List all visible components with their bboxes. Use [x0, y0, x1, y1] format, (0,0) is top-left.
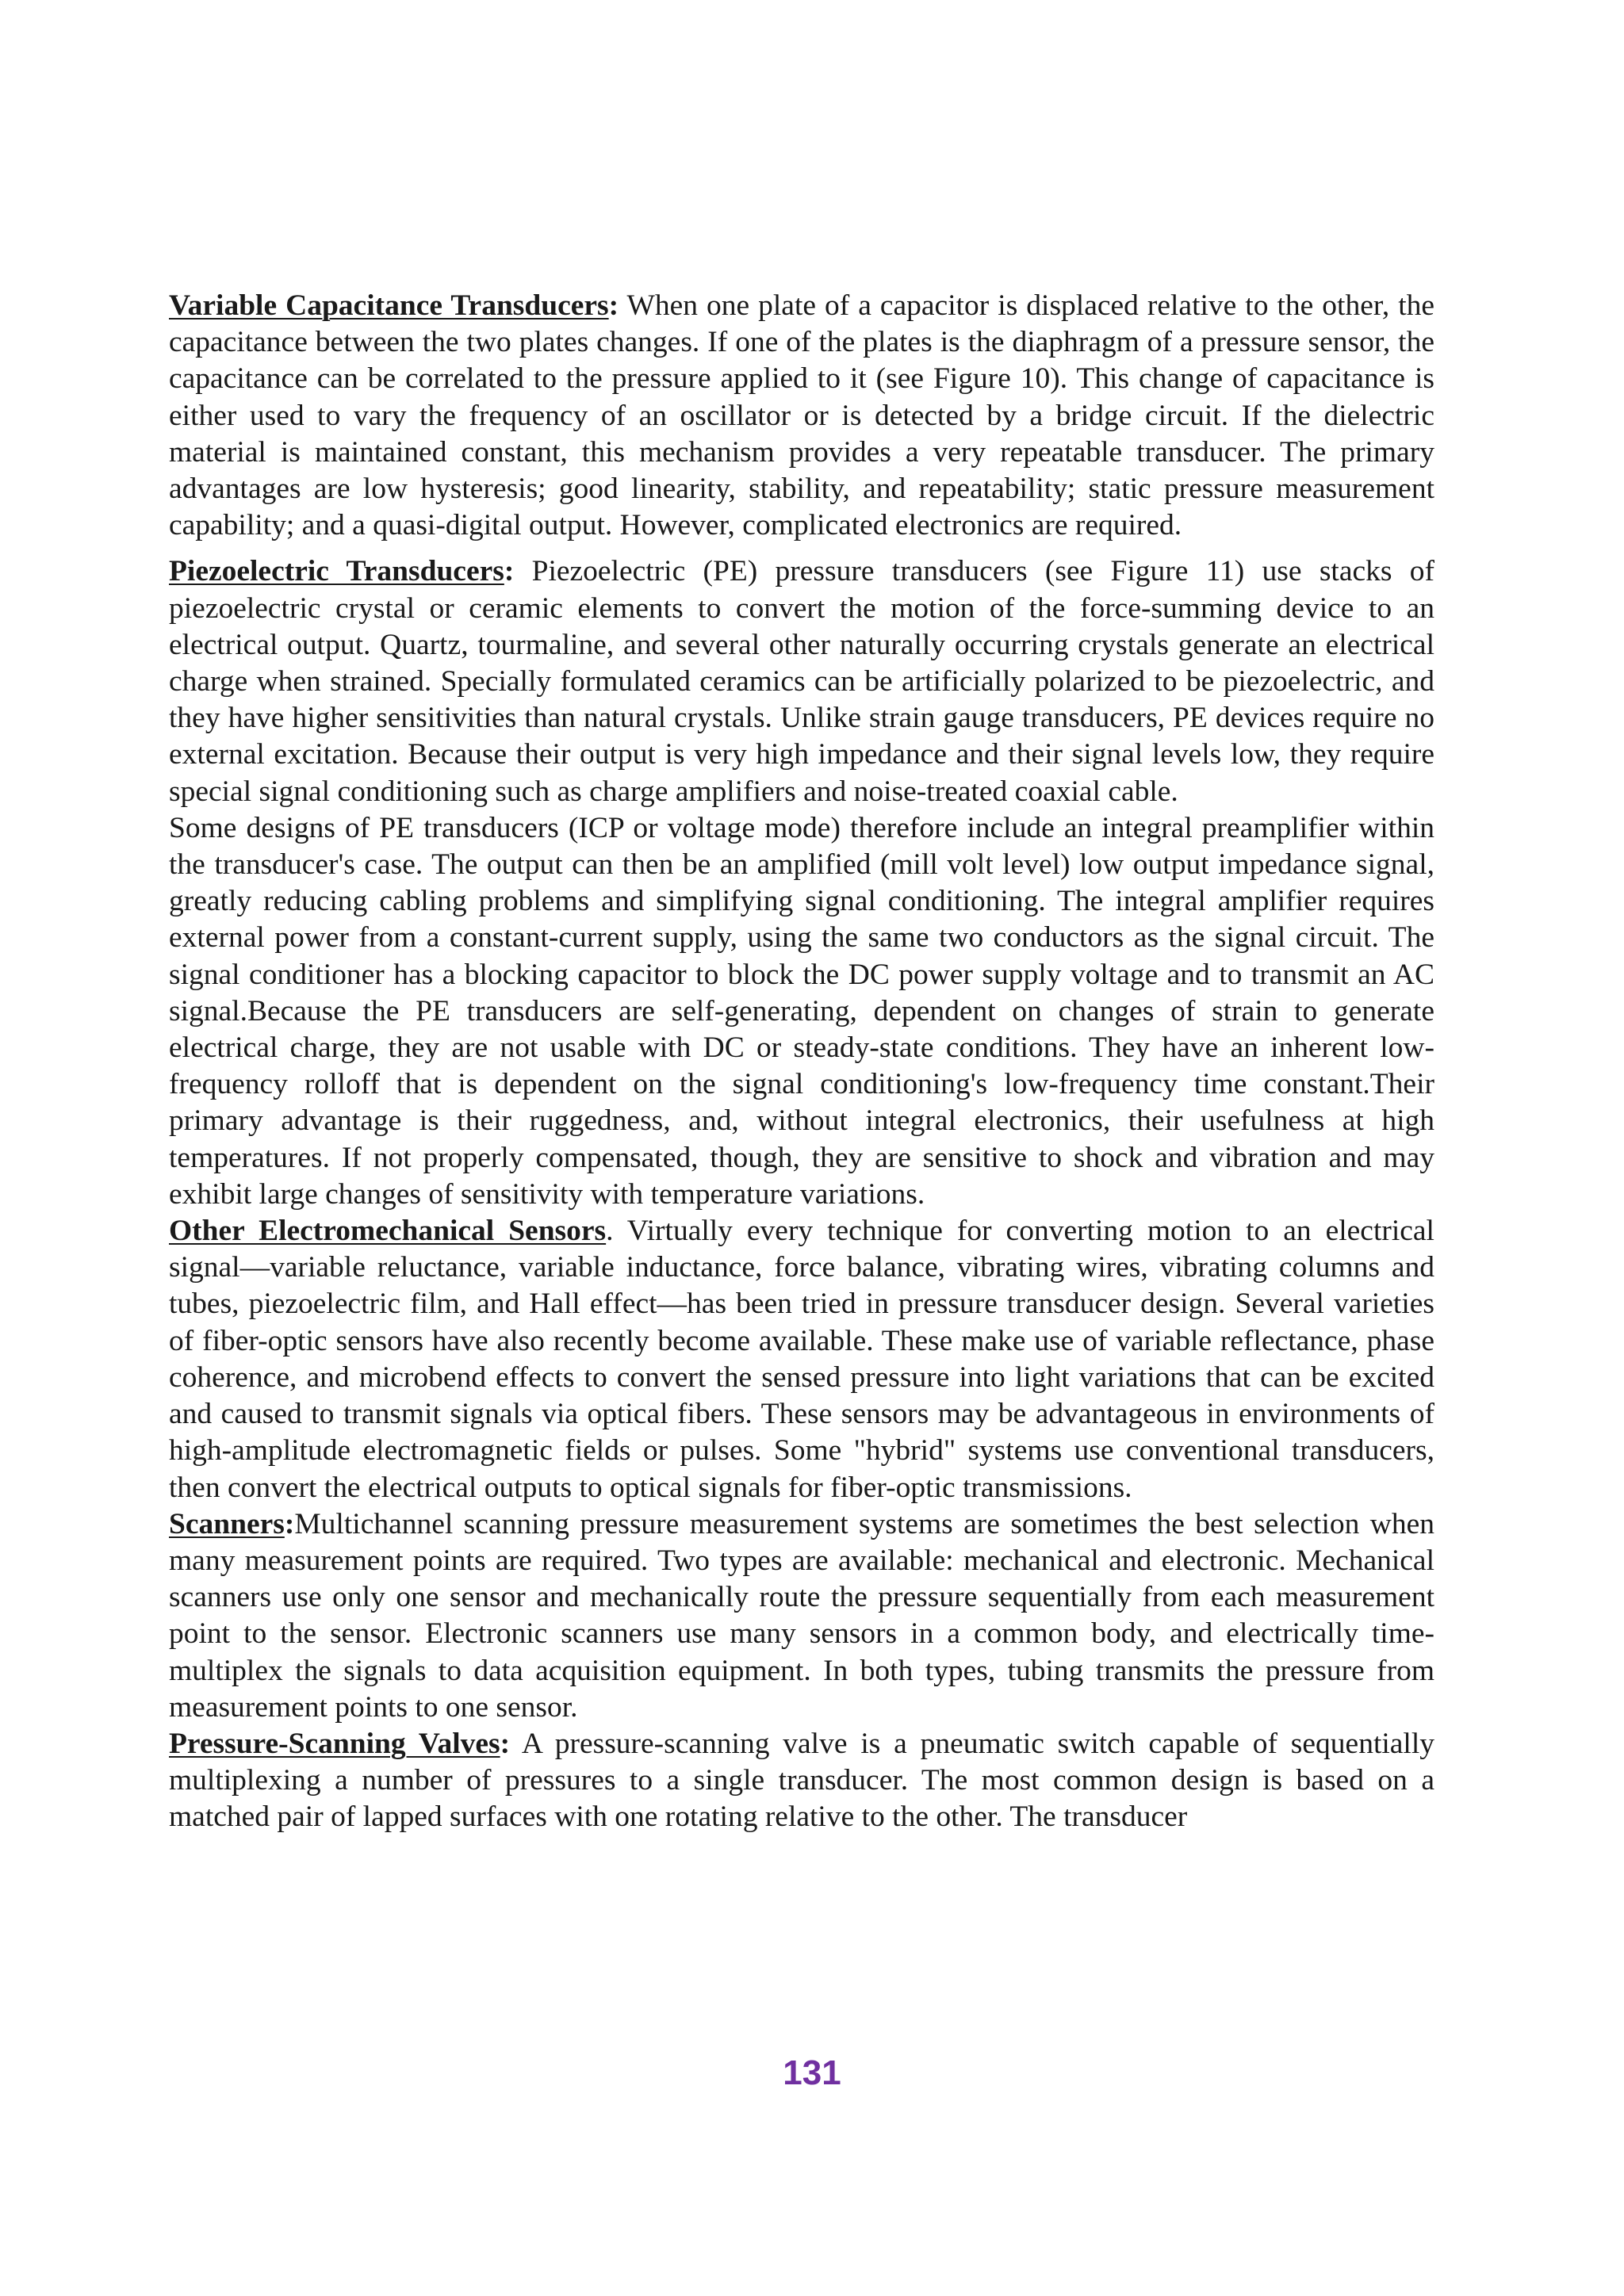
heading-scanners: Scanners — [169, 1507, 285, 1540]
paragraph-other-electromechanical — [169, 1213, 1434, 1506]
heading-piezoelectric: Piezoelectric Transducers — [169, 555, 504, 588]
paragraph-piezoelectric — [169, 553, 1434, 809]
paragraph-text: Piezoelectric (PE) pressure transducers (see Figure 11) use stacks of piezoelectric crystal or ceramic elements to convert the motion of the force-summing device to an electrical output. Quartz, tourmaline, and several other naturally occurring crystals generate an electrical charge when strained. Specially formulated ceramics can be artificially polarized to be piezoelectric, and they have higher sensitivities than natural crystals. Unlike strain gauge transducers, PE devices require no external excitation. Because their output is very high impedance and their signal levels low, they require special signal conditioning such as charge amplifiers and noise-treated coaxial cable. — [169, 555, 1434, 808]
heading-other-electromechanical: Other Electromechanical Sensors — [169, 1215, 607, 1248]
heading-variable-capacitance: Variable Capacitance Transducers — [169, 289, 609, 322]
heading-suffix: : — [504, 555, 515, 588]
paragraph-piezoelectric-continued: Some designs of PE transducers (ICP or voltage mode) therefore include an integral preamplifier within the transducer's case. The output can then be an amplified (mill volt level) low output impedance signal, greatly reducing cabling problems and simplifying signal conditioning. The integral amplifier requires external power from a constant-current supply, using the same two conductors as the signal circuit. The signal conditioner has a blocking capacitor to block the DC power supply voltage and to transmit an AC signal.Because the PE transducers are self-generating, dependent on changes of strain to generate electrical charge, they are not usable with DC or steady-state conditions. They have an inherent low-frequency rolloff that is dependent on the signal conditioning's low-frequency time constant.Their primary advantage is their ruggedness, and, without integral electronics, their usefulness at high temperatures. If not properly compensated, though, they are sensitive to shock and vibration and may exhibit large changes of sensitivity with temperature variations. — [169, 811, 1434, 1211]
paragraph-pressure-scanning-valves — [169, 1726, 1434, 1836]
paragraph-text: Multichannel scanning pressure measurement systems are sometimes the best selection when many measurement points are required. Two types are available: mechanical and electronic. Mechanical scanners use only one sensor and mechanically route the pressure sequentially from each measurement point to the sensor. Electronic scanners use many sensors in a common body, and electrically time-multiplex the signals to data acquisition equipment. In both types, tubing transmits the pressure from measurement points to one sensor. — [169, 1507, 1434, 1724]
heading-suffix: . — [606, 1215, 614, 1248]
paragraph-text: Virtually every technique for converting motion to an electrical signal—variable reluctance, variable inductance, force balance, vibrating wires, vibrating columns and tubes, piezoelectric film, and Hall effect—has been tried in pressure transducer design. Several varieties of fiber-optic sensors have also recently become available. These make use of variable reflectance, phase coherence, and microbend effects to convert the sensed pressure into light variations that can be excited and caused to transmit signals via optical fibers. These sensors may be advantageous in environments of high-amplitude electromagnetic fields or pulses. Some "hybrid" systems use conventional transducers, then convert the electrical outputs to optical signals for fiber-optic transmissions. — [169, 1215, 1434, 1504]
body-text — [169, 288, 1434, 1836]
heading-pressure-scanning-valves: Pressure-Scanning Valves — [169, 1727, 500, 1760]
page-number: 131 — [783, 2053, 841, 2092]
heading-suffix: : — [500, 1727, 511, 1760]
paragraph-scanners — [169, 1506, 1434, 1726]
heading-suffix: : — [284, 1507, 295, 1540]
paragraph-text: A pressure-scanning valve is a pneumatic switch capable of sequentially multiplexing a number of pressures to a single transducer. The most common design is based on a matched pair of lapped surfaces with one rotating relative to the other. The transducer — [169, 1727, 1435, 1834]
paragraph-text: When one plate of a capacitor is displaced relative to the other, the capacitance between the two plates changes. If one of the plates is the diaphragm of a pressure sensor, the capacitance can be correlated to the pressure applied to it (see Figure 10). This change of capacitance is either used to vary the frequency of an oscillator or is detected by a bridge circuit. If the dielectric material is maintained constant, this mechanism provides a very repeatable transducer. The primary advantages are low hysteresis; good linearity, stability, and repeatability; static pressure measurement capability; and a quasi-digital output. However, complicated electronics are required. — [169, 289, 1435, 542]
heading-suffix: : — [608, 289, 619, 322]
paragraph-variable-capacitance — [169, 288, 1434, 544]
